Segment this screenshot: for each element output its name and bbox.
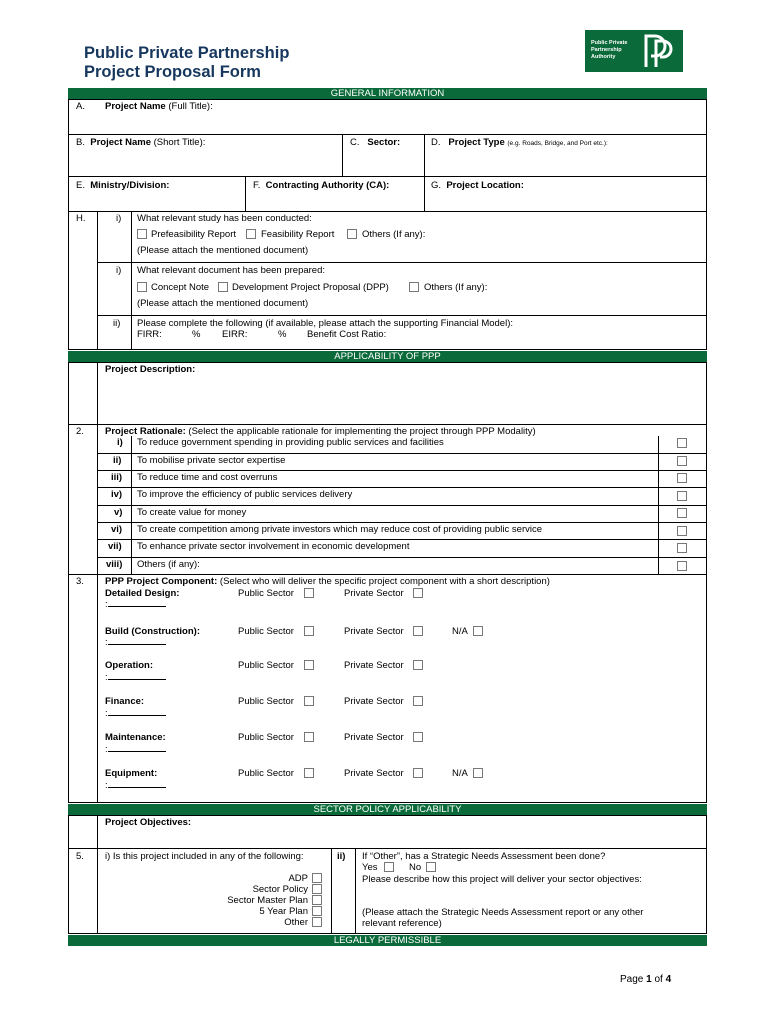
sector-master-plan-checkbox[interactable] [312,895,322,905]
h1-question: What relevant study has been conducted: [137,213,312,224]
public-sector-checkbox-3[interactable] [304,660,314,670]
sector-q2-note-1: (Please attach the Strategic Needs Assessment report or any other [362,907,644,918]
ppp-authority-logo [585,30,683,72]
public-sector-checkbox-2[interactable] [304,626,314,636]
h2-question: What relevant document has been prepared: [137,265,326,276]
no-label: No [409,862,422,873]
private-sector-label-6: Private Sector [344,768,404,779]
component-name-3: Operation: [105,660,154,671]
rationale-number: 2. [76,426,84,437]
logo-p-icon [643,33,679,69]
na-label-2: N/A [452,626,468,637]
public-sector-checkbox-4[interactable] [304,696,314,706]
rationale-checkbox-7[interactable] [677,543,687,553]
private-sector-label-5: Private Sector [344,732,404,743]
no-checkbox[interactable] [426,862,436,872]
private-sector-checkbox-2[interactable] [413,626,423,636]
dpp-checkbox[interactable] [218,282,228,292]
public-sector-label-2: Public Sector [238,626,294,637]
private-sector-checkbox-4[interactable] [413,696,423,706]
adp-checkbox[interactable] [312,873,322,883]
other-plan-checkbox[interactable] [312,917,322,927]
rationale-text-2: To mobilise private sector expertise [137,455,286,466]
sector-q2-note-2: relevant reference) [362,918,442,929]
component-desc-2[interactable]: : [105,636,166,648]
private-sector-checkbox-1[interactable] [413,588,423,598]
sector-objectives-field[interactable]: Please describe how this project will deliver your sector objectives: [362,874,642,885]
sector-q1: i) Is this project included in any of the following: [105,851,304,862]
dpp-label: Development Project Proposal (DPP) [232,282,389,293]
firr-field[interactable]: FIRR: [137,329,162,340]
h1-number: i) [116,213,122,224]
component-name-6: Equipment: [105,768,158,779]
private-sector-label-3: Private Sector [344,660,404,671]
sector-policy-header: SECTOR POLICY APPLICABILITY [68,804,707,815]
feasibility-label: Feasibility Report [261,229,335,240]
rationale-checkbox-8[interactable] [677,561,687,571]
component-desc-6[interactable]: : [105,779,166,791]
page-number: Page 1 of 4 [620,974,672,985]
concept-note-label: Concept Note [151,282,210,293]
component-name-4: Finance: [105,696,145,707]
page-title [84,44,289,82]
rationale-num-3: iii) [111,472,123,483]
h1-note: (Please attach the mentioned document) [137,245,309,256]
sector-master-plan-label: Sector Master Plan [227,895,308,906]
rationale-text-7: To enhance private sector involvement in economic development [137,541,410,552]
public-sector-checkbox-1[interactable] [304,588,314,598]
component-name-2: Build (Construction): [105,626,200,637]
rationale-num-2: ii) [113,455,122,466]
sector-q2: If “Other”, has a Strategic Needs Assessment been done? [362,851,606,862]
logo-text: Public Private Partnership Authority [591,40,628,60]
ministry-division-field[interactable]: E. Ministry/Division: [76,180,170,191]
rationale-num-5: v) [114,507,123,518]
rationale-text-6: To create competition among private investors which may reduce cost of providing public service [137,524,542,535]
project-name-full-field[interactable]: Project Name (Full Title): [105,101,213,112]
component-desc-1[interactable]: : [105,598,166,610]
general-information-header: GENERAL INFORMATION [68,88,707,99]
h2-note: (Please attach the mentioned document) [137,298,309,309]
h3-number: ii) [113,318,121,329]
rationale-num-4: iv) [111,489,123,500]
component-name-5: Maintenance: [105,732,166,743]
project-type-field[interactable]: D. Project Type (e.g. Roads, Bridge, and Port etc.): [431,137,608,148]
document-others-checkbox[interactable] [409,282,419,292]
sector-policy-checkbox[interactable] [312,884,322,894]
rationale-num-6: vi) [111,524,123,535]
private-sector-label-2: Private Sector [344,626,404,637]
eirr-field[interactable]: EIRR: [222,329,248,340]
title-line-2: Project Proposal Form [84,63,261,81]
component-name-1: Detailed Design: [105,588,180,599]
project-description-field[interactable]: Project Description: [105,364,196,375]
component-desc-3[interactable]: : [105,671,166,683]
na-checkbox-6[interactable] [473,768,483,778]
five-year-plan-checkbox[interactable] [312,906,322,916]
project-location-field[interactable]: G. Project Location: [431,180,524,191]
private-sector-label-4: Private Sector [344,696,404,707]
row-a-letter: A. [76,101,85,112]
study-others-checkbox[interactable] [347,229,357,239]
rationale-checkbox-3[interactable] [677,473,687,483]
public-sector-label-4: Public Sector [238,696,294,707]
feasibility-checkbox[interactable] [246,229,256,239]
project-objectives-field[interactable]: Project Objectives: [105,817,192,828]
rationale-checkbox-1[interactable] [677,438,687,448]
row-h-letter: H. [76,213,86,224]
prefeasibility-label: Prefeasibility Report [151,229,237,240]
applicability-header: APPLICABILITY OF PPP [68,351,707,362]
private-sector-label-1: Private Sector [344,588,404,599]
project-name-short-field[interactable]: B. Project Name (Short Title): [76,137,206,148]
na-label-6: N/A [452,768,468,779]
bcr-field[interactable]: Benefit Cost Ratio: [307,329,387,340]
rationale-checkbox-6[interactable] [677,526,687,536]
rationale-num-8: viii) [106,559,123,570]
rationale-num-7: vii) [108,541,122,552]
eirr-percent: % [278,329,287,340]
component-desc-5[interactable]: : [105,743,166,755]
legally-permissible-header: LEGALLY PERMISSIBLE [68,935,707,946]
public-sector-label-3: Public Sector [238,660,294,671]
rationale-checkbox-2[interactable] [677,456,687,466]
document-others-label: Others (If any): [424,282,488,293]
component-number: 3. [76,576,84,587]
rationale-heading: Project Rationale: (Select the applicable rationale for implementing the project through PPP Modality) [105,426,536,437]
rationale-checkbox-5[interactable] [677,508,687,518]
public-sector-label-6: Public Sector [238,768,294,779]
private-sector-checkbox-3[interactable] [413,660,423,670]
yes-checkbox[interactable] [384,862,394,872]
rationale-text-1: To reduce government spending in providing public services and facilities [137,437,444,448]
h3-question: Please complete the following (if available, please attach the supporting Financial Model): [137,318,513,329]
component-desc-4[interactable]: : [105,707,166,719]
sector-field[interactable]: C. Sector: [350,137,401,148]
concept-note-checkbox[interactable] [137,282,147,292]
public-sector-label-1: Public Sector [238,588,294,599]
study-others-label: Others (If any): [362,229,426,240]
rationale-text-8: Others (if any): [137,559,200,570]
yes-label: Yes [362,862,378,873]
sector-number: 5. [76,851,84,862]
rationale-text-5: To create value for money [137,507,247,518]
firr-percent: % [192,329,201,340]
private-sector-checkbox-6[interactable] [413,768,423,778]
h2-number: i) [116,265,122,276]
rationale-num-1: i) [117,437,123,448]
prefeasibility-checkbox[interactable] [137,229,147,239]
public-sector-checkbox-5[interactable] [304,732,314,742]
five-year-plan-label: 5 Year Plan [259,906,308,917]
rationale-checkbox-4[interactable] [677,491,687,501]
sector-policy-label: Sector Policy [252,884,308,895]
rationale-text-4: To improve the efficiency of public services delivery [137,489,353,500]
adp-label: ADP [288,873,308,884]
title-line-1: Public Private Partnership [84,44,290,62]
sector-q2-number: ii) [337,851,346,862]
contracting-authority-field[interactable]: F. Contracting Authority (CA): [253,180,390,191]
na-checkbox-2[interactable] [473,626,483,636]
other-plan-label: Other [284,917,308,928]
public-sector-label-5: Public Sector [238,732,294,743]
component-heading: PPP Project Component: (Select who will deliver the specific project component with a short description) [105,576,550,587]
rationale-text-3: To reduce time and cost overruns [137,472,278,483]
public-sector-checkbox-6[interactable] [304,768,314,778]
private-sector-checkbox-5[interactable] [413,732,423,742]
